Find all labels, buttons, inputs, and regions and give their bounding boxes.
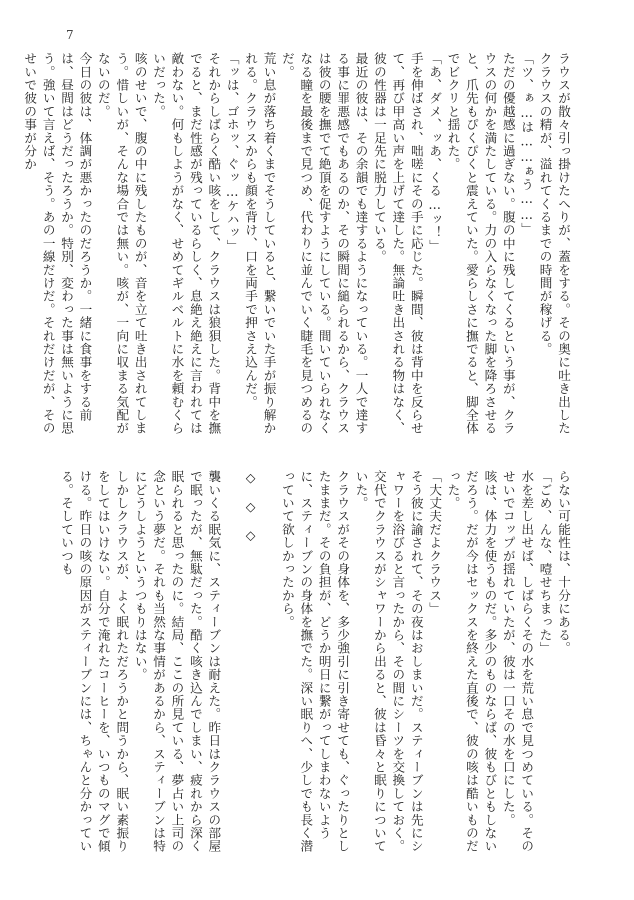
text-block-bottom [60, 470, 572, 854]
paragraph: 襲いくる眠気に、スティーブンは耐えた。昨日はクラウスの部屋で眠ったが、無駄だった。酷く咳き込んでしまい、疲れから深く眠られると思ったのに。結局、ここの所見ている、夢占い上司の念という夢だ。それも当然な事情があるから、スティーブンは特にどうしようというつもりはない。 [132, 470, 222, 853]
paragraph: 「あ、ダメ、ッあ、くる…ッ！」 [427, 52, 443, 253]
text-block-top [22, 52, 572, 436]
paragraph: ただの優越感に過ぎない。腹の中に残してくるという事が、クラウスの何かを満たしている。力の入らなくなった脚を降ろさせると、爪先もぴくぴくと震えていた。愛らしさに撫でると、脚全体でビクリと揺れた。 [445, 52, 516, 435]
paragraph: しかしクラウスが、よく眠れただろうかと問うから、眠い素振りをしてはいけない。自分で淹れたコーヒーを、いつものマグで傾ける。昨日の咳の原因がスティーブンには、ちゃんと分かっている。そしていつも [59, 470, 130, 853]
paragraph: 咳のせいで、腹の中に残したものが、音を立て吐き出されてしまう。惜しいが、そんな場合では無い。咳が、一向に収まる気配がないのだ。 [95, 52, 148, 435]
paragraph: 「大丈夫だよクラウス」 [427, 470, 443, 616]
paragraph: 「ごめ、んな、噎せちまった」 [537, 470, 553, 655]
paragraph: 「ッは、ゴホッ、ぐッ…ケハッ」 [224, 52, 240, 253]
paragraph: そう彼に諭されて、その夜はおしまいだ。スティーブンは先にシャワーを浴びると言ったから、その間にシーツを交換しておく。交代でクラウスがシャワーから出ると、彼は昏々と眠りについていた。 [353, 470, 424, 853]
paragraph: らない可能性は、十分にある。 [556, 470, 571, 655]
paragraph: 今日の彼は、体調が悪かったのだろうか。一緒に食事をする前は、昼間はどうだったろうか。特別、変わった事は無いように思う。強いて言えば、そう。あの一線だけだ。それだけだが、そのせいで彼の事が分か [22, 52, 93, 435]
paragraph: 荒い息が落ち着くまでそうしていると、繋いでいた手が振り解かれる。クラウスからも顔を背け、口を両手で押さえ込んだ。 [243, 52, 277, 435]
paragraph [259, 470, 277, 854]
paragraph: ラウスが散々引っ掛けたへりが、蓋をする。その奥に吐き出したクラウスの精が、溢れてくるまでの時間が稼げる。 [537, 52, 571, 435]
paragraph: 最近の彼は、その余韻でも達するようになっている。一人で達する事に罪悪感でもあるのか、その瞬間に縋られるから、クラウスは彼の腰を撫でて絶頂を促すようにしている。間いていられなくなる瞳を最後まで見つめ、代わりに並んでいく睫毛を見つめるのだ。 [279, 52, 369, 435]
paragraph: クラウスがその身体を、多少強引に引き寄せても、ぐったりとしたままだ。その負担が、どうか明日に繋がってしまわないように、スティーブンの身体を撫でた。深い眠りへ、少しでも長く潜っていて欲しかったから。 [279, 470, 351, 853]
paragraph: それからしばらく酷い咳をして、クラウスは狼狽した。背中を撫でると、まだ性感が残っているらしく、息絶え絶えに言われては敵わない。何もしようがなく、せめてギルベルトに水を頼むくらいだった。 [151, 52, 222, 435]
paragraph: 咳は、体力を使うものだ。多少のものならば、彼もびともしないだろう。だが今はセックスを終えた直後で、彼の咳は酷いものだった。 [445, 470, 498, 853]
paragraph [222, 470, 240, 854]
paragraph: 「ツ、ぁ…は……ぁう……」 [519, 52, 535, 236]
page-number: 7 [66, 28, 74, 42]
paragraph: 水を差し出せば、しばらくその水を荒い息で見つめている。そのせいでコップが揺れていたが、彼は一口その水を口にした。 [500, 470, 535, 853]
paragraph: ◇ ◇ ◇ [243, 470, 259, 544]
paragraph: 手を伸ばされ、咄嗟にその手に応じた。瞬間、彼は背中を反らせて、再び甲高い声を上げて達した。無論吐き出される物はなく、彼の性器は一足先に脱力している。 [371, 52, 424, 435]
